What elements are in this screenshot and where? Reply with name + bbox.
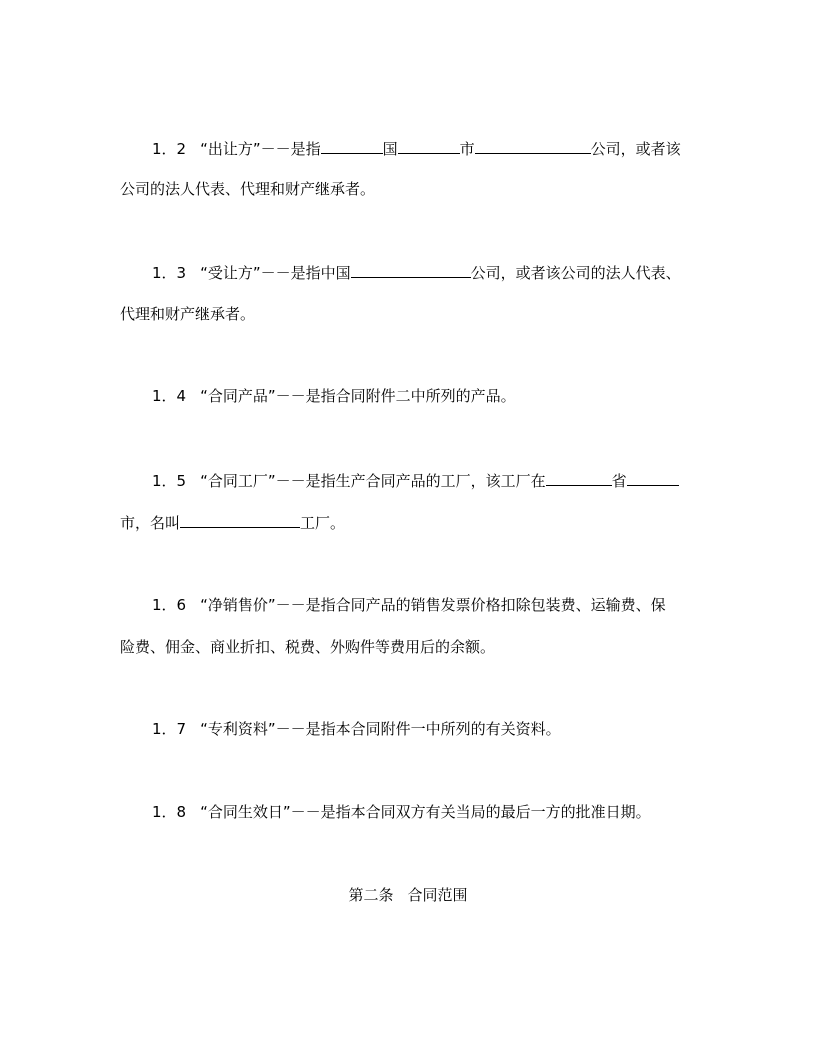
clause-number: 1．6: [152, 596, 187, 614]
clause-number: 1．8: [152, 803, 187, 821]
clause-text: 险费、佣金、商业折扣、税费、外购件等费用后的余额。: [120, 638, 496, 656]
clause-text: 国: [382, 140, 398, 158]
fill-in-blank: [475, 138, 591, 154]
clause-text: “专利资料”－－是指本合同附件一中所列的有关资料。: [200, 720, 561, 738]
clause-1-4-line-1: [152, 386, 700, 406]
clause-number: 1．4: [152, 387, 187, 405]
fill-in-blank: [180, 512, 300, 528]
clause-text: 市，名叫: [120, 514, 181, 532]
clause-text: “合同生效日”－－是指本合同双方有关当局的最后一方的批准日期。: [200, 803, 651, 821]
clause-text: 工厂。: [300, 514, 346, 532]
clause-number: 1．5: [152, 472, 187, 490]
clause-1-6-line-1: [152, 595, 700, 615]
clause-text: “出让方”－－是指: [200, 140, 321, 158]
article-title: 合同范围: [407, 886, 468, 904]
clause-1-3-line-2: [120, 304, 700, 324]
clause-text: 市: [459, 140, 475, 158]
clause-1-2-line-2: [120, 179, 700, 199]
clause-number: 1．2: [152, 140, 187, 158]
clause-number: 1．7: [152, 720, 187, 738]
clause-text: “净销售价”－－是指合同产品的销售发票价格扣除包装费、运输费、保: [200, 596, 666, 614]
clause-1-7-line-1: [152, 719, 700, 739]
fill-in-blank: [398, 138, 460, 154]
fill-in-blank: [321, 138, 383, 154]
clause-text: “合同产品”－－是指合同附件二中所列的产品。: [200, 387, 516, 405]
clause-1-6-line-2: [120, 637, 700, 657]
clause-1-2-line-1: [152, 138, 700, 158]
clause-1-8-line-1: [152, 802, 700, 822]
clause-number: 1．3: [152, 264, 187, 282]
clause-text: 公司，或者该公司的法人代表、: [470, 264, 681, 282]
clause-text: “合同工厂”－－是指生产合同产品的工厂，该工厂在: [200, 472, 546, 490]
section-heading: [0, 885, 816, 905]
clause-text: 公司，或者该: [590, 140, 681, 158]
clause-text: 代理和财产继承者。: [120, 305, 256, 323]
clause-1-5-line-1: [152, 470, 700, 490]
clause-text: “受让方”－－是指中国: [200, 264, 351, 282]
fill-in-blank: [546, 470, 612, 486]
clause-text: 省: [611, 472, 627, 490]
clause-1-5-line-2: [120, 512, 700, 532]
clause-1-3-line-1: [152, 262, 700, 282]
clause-text: 公司的法人代表、代理和财产继承者。: [120, 180, 376, 198]
article-number: 第二条: [348, 886, 394, 904]
fill-in-blank: [627, 470, 679, 486]
fill-in-blank: [351, 262, 471, 278]
